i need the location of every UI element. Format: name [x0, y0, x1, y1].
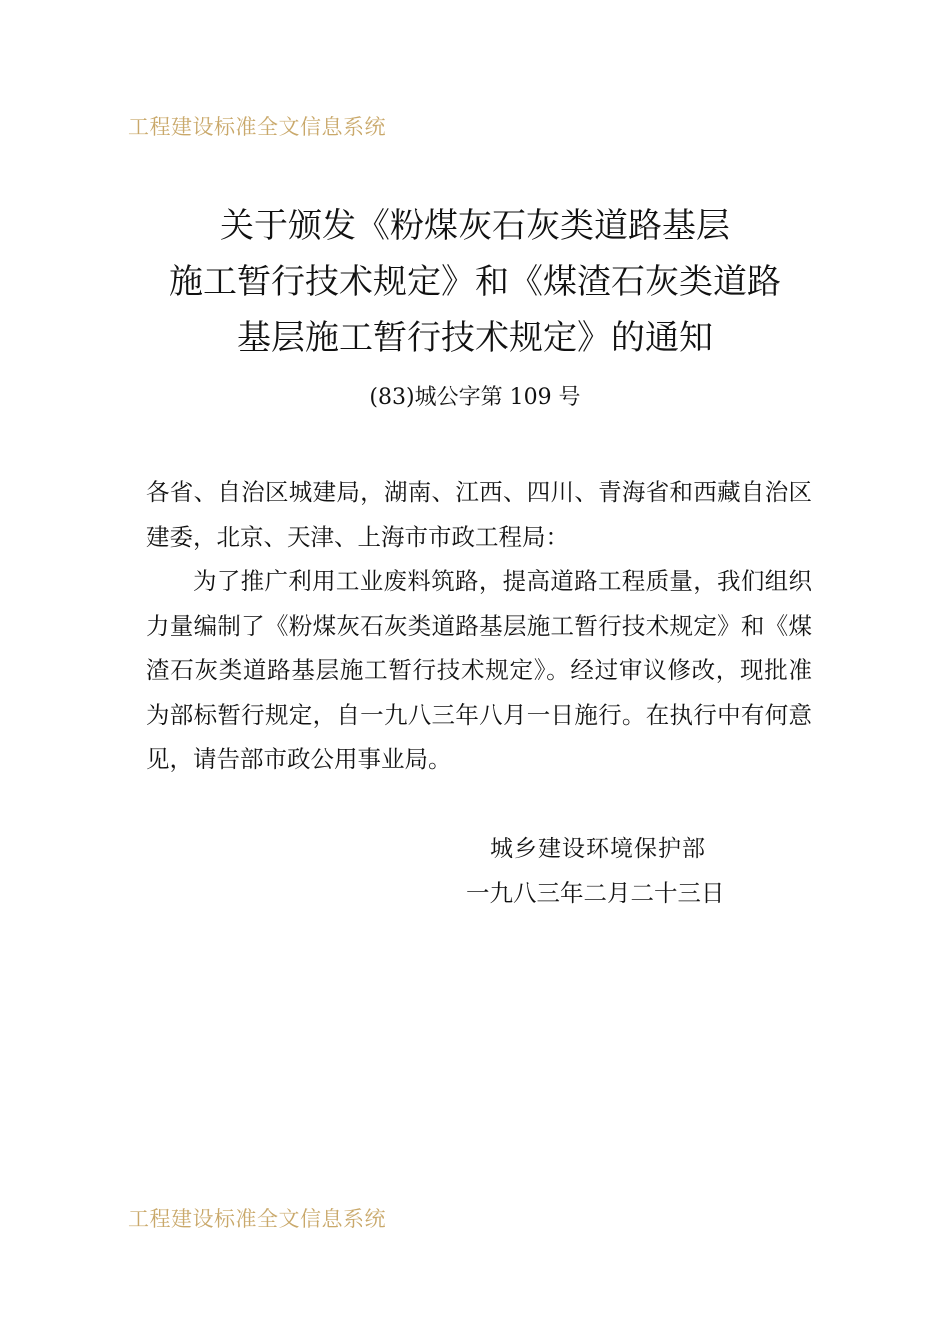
title-line-2: 施工暂行技术规定》和《煤渣石灰类道路 [169, 262, 781, 302]
watermark-bottom: 工程建设标准全文信息系统 [128, 1207, 386, 1231]
document-body [146, 470, 812, 782]
document-number: (83)城公字第 109 号 [369, 385, 581, 410]
title-line-1: 关于颁发《粉煤灰石灰类道路基层 [220, 206, 730, 246]
issue-date: 一九八三年二月二十三日 [466, 879, 725, 907]
body-paragraph: 为了推广利用工业废料筑路，提高道路工程质量，我们组织力量编制了《粉煤灰石灰类道路基层施工暂行技术规定》和《煤渣石灰类道路基层施工暂行技术规定》。经过审议修改，现批准为部标暂行规定，自一九八三年八月一日施行。在执行中有何意见，请告部市政公用事业局。 [146, 567, 812, 773]
document-title [0, 198, 950, 366]
watermark-top: 工程建设标准全文信息系统 [128, 115, 386, 139]
title-line-3: 基层施工暂行技术规定》的通知 [237, 318, 713, 358]
issuing-authority: 城乡建设环境保护部 [490, 836, 706, 862]
addressee: 各省、自治区城建局，湖南、江西、四川、青海省和西藏自治区建委，北京、天津、上海市市政工程局： [146, 478, 812, 551]
